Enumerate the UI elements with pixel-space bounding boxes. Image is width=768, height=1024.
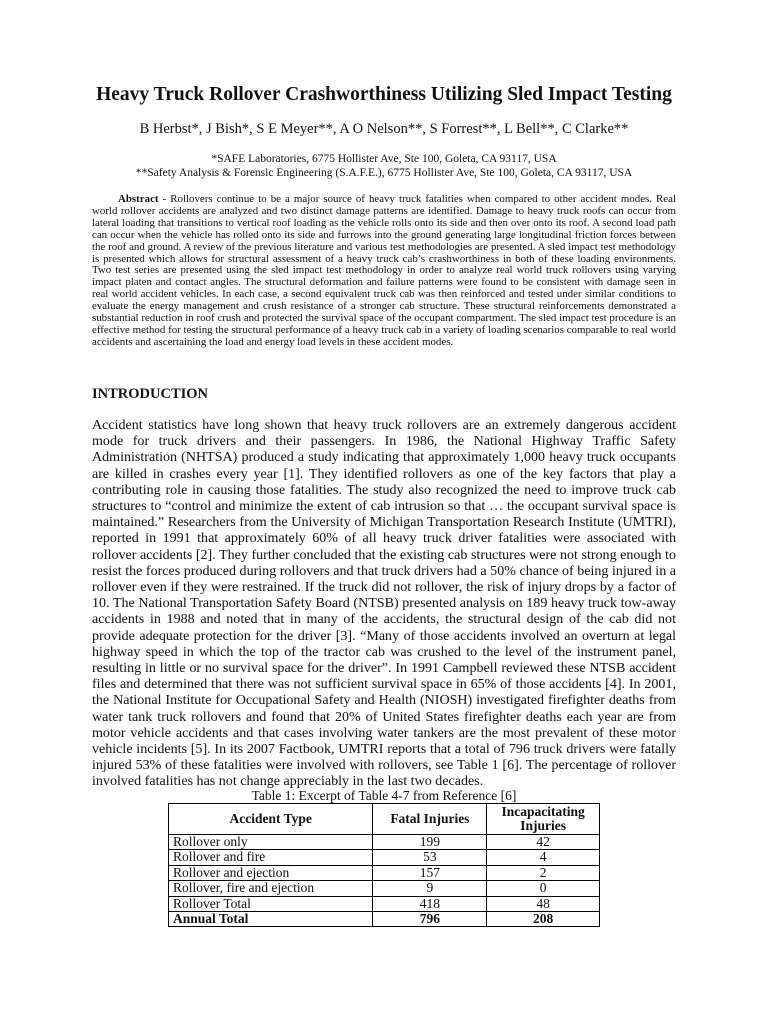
table-cell: 48 bbox=[487, 896, 600, 911]
header-fatal-injuries: Fatal Injuries bbox=[373, 804, 487, 835]
table-cell: Rollover and fire bbox=[169, 850, 373, 865]
abstract-text: - Rollovers continue to be a major source of heavy truck fatalities when compared to other accident modes. Real world rollover accidents are analyzed and two distinct damage patterns are identified. Damage to heavy truck roofs can occur from lateral loading that transitions to vertical roof loading as the vehicle rolls onto its side and then over onto its roof. A second load path can occur when the vehicle has rolled onto its side and furrows into the ground generating large longitudinal friction forces between the roof and ground. A review of the previous literature and various test methodologies are presented. A sled impact test methodology is presented which allows for structural assessment of a heavy truck cab’s crashworthiness in both of these loading environments. Two test series are presented using the sled impact test methodology in order to analyze real world truck rollovers using varying impact platen and contact angles. The structural deformation and failure patterns were found to be consistent with damage seen in real world accident vehicles. In each case, a second equivalent truck cab was then reinforced and tested under similar conditions to evaluate the energy management and crush resistance of a stronger cab structure. These structural reinforcements demonstrated a substantial reduction in roof crush and protected the survival space of the occupant compartment. The sled impact test procedure is an effective method for testing the structural performance of a heavy truck cab in a variety of loading scenarios comparable to real world accidents and ascertaining the load and energy load levels in these accident modes. bbox=[92, 193, 676, 348]
introduction-body: Accident statistics have long shown that heavy truck rollovers are an extremely dangerous accident mode for truck drivers and their passengers. In 1986, the National Highway Traffic Safety Administration (NHTSA) produced a study indicating that approximately 1,000 heavy truck occupants are killed in crashes every year [1]. They identified rollovers as one of the key factors that play a contributing role in causing those fatalities. The study also recognized the need to improve truck cab structures to “control and minimize the extent of cab intrusion so that … the occupant survival space is maintained.” Researchers from the University of Michigan Transportation Research Institute (UMTRI), reported in 1991 that approximately 60% of all heavy truck driver fatalities were associated with rollover accidents [2]. They further concluded that the existing cab structures were not strong enough to resist the forces produced during rollovers and that truck drivers had a 50% chance of being injured in a rollover even if they were restrained. If the truck did not rollover, the risk of injury drops by a factor of 10. The National Transportation Safety Board (NTSB) presented analysis on 189 heavy truck tow-away accidents in 1988 and noted that in many of the accidents, the structural design of the cab did not provide adequate protection for the driver [3]. “Many of those accidents involved an overturn at legal highway speed in which the top of the tractor cab was crushed to the level of the instrument panel, resulting in little or no survival space for the driver”. In 1991 Campbell reviewed these NTSB accident files and determined that there was not sufficient survival space in 65% of those accidents [4]. In 2001, the National Institute for Occupational Safety and Health (NIOSH) investigated firefighter deaths from water tank truck rollovers and found that 20% of United States firefighter deaths each year are from motor vehicle accidents and that cases involving water tankers are the most prevalent of these motor vehicle incidents [5]. In its 2007 Factbook, UMTRI reports that a total of 796 truck drivers were fatally injured 53% of these fatalities were involved with rollovers, see Table 1 [6]. The percentage of rollover involved fatalities has not change appreciably in the last two decades. bbox=[92, 417, 676, 790]
affiliation-2: **Safety Analysis & Forensic Engineering (S.A.F.E.), 6775 Hollister Ave, Ste 100, Goleta, CA 93117, USA bbox=[135, 167, 633, 179]
introduction-heading: INTRODUCTION bbox=[92, 386, 209, 402]
header-incapacitating-injuries: Incapacitating Injuries bbox=[487, 804, 600, 835]
table-cell: Rollover, fire and ejection bbox=[169, 881, 373, 896]
table-cell: 199 bbox=[373, 835, 487, 850]
affiliation-1: *SAFE Laboratories, 6775 Hollister Ave, Ste 100, Goleta, CA 93117, USA bbox=[211, 153, 557, 165]
table-cell: 2 bbox=[487, 865, 600, 880]
header-accident-type: Accident Type bbox=[169, 804, 373, 835]
table-cell: Rollover Total bbox=[169, 896, 373, 911]
table-total-row bbox=[169, 912, 600, 927]
table-cell: 42 bbox=[487, 835, 600, 850]
table-cell: 418 bbox=[373, 896, 487, 911]
table-header-row bbox=[169, 804, 600, 835]
author-list: B Herbst*, J Bish*, S E Meyer**, A O Nelson**, S Forrest**, L Bell**, C Clarke** bbox=[139, 121, 629, 137]
table-row bbox=[169, 850, 600, 865]
table-caption: Table 1: Excerpt of Table 4-7 from Reference [6] bbox=[251, 788, 517, 803]
table-cell: 208 bbox=[487, 912, 600, 927]
table-cell: 0 bbox=[487, 881, 600, 896]
table-cell: Annual Total bbox=[169, 912, 373, 927]
table-row bbox=[169, 881, 600, 896]
paper-title: Heavy Truck Rollover Crashworthiness Utilizing Sled Impact Testing bbox=[96, 84, 672, 105]
table-cell: 796 bbox=[373, 912, 487, 927]
table-row bbox=[169, 896, 600, 911]
table-row bbox=[169, 865, 600, 880]
table-row bbox=[169, 835, 600, 850]
abstract bbox=[92, 194, 676, 349]
table-cell: 157 bbox=[373, 865, 487, 880]
table-cell: 53 bbox=[373, 850, 487, 865]
accident-table bbox=[168, 803, 600, 927]
table-cell: Rollover and ejection bbox=[169, 865, 373, 880]
table-cell: 4 bbox=[487, 850, 600, 865]
table-cell: Rollover only bbox=[169, 835, 373, 850]
table-cell: 9 bbox=[373, 881, 487, 896]
abstract-label: Abstract bbox=[118, 193, 159, 205]
